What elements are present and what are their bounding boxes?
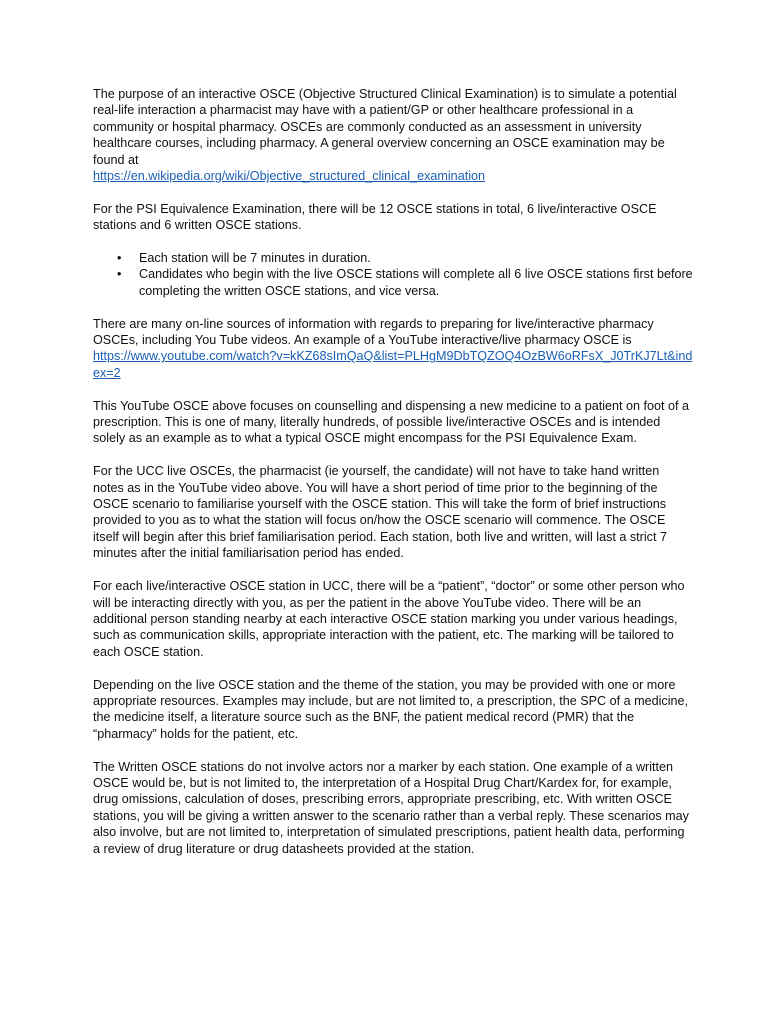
document-page <box>93 86 693 873</box>
ucc-paragraph: For the UCC live OSCEs, the pharmacist (ie yourself, the candidate) will not have to take hand written notes as in the YouTube video above. You will have a short period of time prior to the beginning of the OSCE scenario to familiarise yourself with the OSCE station. This will take the form of brief instructions provided to you as to what the station will focus on/how the OSCE scenario will commence. The OSCE itself will begin after this brief familiarisation period. Each station, both live and written, will last a strict 7 minutes after the initial familiarisation period has ended. <box>93 464 667 561</box>
youtube-link[interactable]: https://www.youtube.com/watch?v=kKZ68sImQaQ&list=PLHgM9DbTQZOQ4OzBW6oRFsX_J0TrKJ7Lt&index=2 <box>93 349 693 380</box>
bullet-text: Each station will be 7 minutes in duration. <box>139 251 371 266</box>
list-item <box>93 266 693 299</box>
bullet-icon: • <box>117 251 122 266</box>
intro-text: The purpose of an interactive OSCE (Objective Structured Clinical Examination) is to simulate a potential real-life interaction a pharmacist may have with a patient/GP or other healthcare professional in a community or hospital pharmacy. OSCEs are commonly conducted as an assessment in university healthcare courses, including pharmacy. A general overview concerning an OSCE examination may be found at <box>93 87 677 167</box>
resources-paragraph: Depending on the live OSCE station and the theme of the station, you may be provided with one or more appropriate resources. Examples may include, but are not limited to, a prescription, the SPC of a medicine, the medicine itself, a literature source such as the BNF, the patient medical record (PMR) that the “pharmacy” holds for the patient, etc. <box>93 677 688 741</box>
station-paragraph: For each live/interactive OSCE station in UCC, there will be a “patient”, “doctor” or some other person who will be interacting directly with you, as per the patient in the above YouTube video. There will be an additional person standing nearby at each interactive OSCE station marking you under various headings, such as communication skills, appropriate interaction with the patient, etc. The marking will be tailored to each OSCE station. <box>93 579 685 659</box>
psi-paragraph: For the PSI Equivalence Examination, there will be 12 OSCE stations in total, 6 live/interactive OSCE stations and 6 written OSCE stations. <box>93 201 657 233</box>
youtube-paragraph: This YouTube OSCE above focuses on counselling and dispensing a new medicine to a patient on foot of a prescription. This is one of many, literally hundreds, of possible live/interactive OSCEs and is intended solely as an example as to what a typical OSCE might encompass for the PSI Equivalence Exam. <box>93 398 690 446</box>
list-item <box>93 250 693 266</box>
wikipedia-link[interactable]: https://en.wikipedia.org/wiki/Objective_structured_clinical_examination <box>93 169 485 184</box>
bullet-text: Candidates who begin with the live OSCE stations will complete all 6 live OSCE stations first before completing the written OSCE stations, and vice versa. <box>139 267 693 298</box>
bullet-list <box>93 250 693 299</box>
intro-paragraph <box>93 86 693 184</box>
written-paragraph: The Written OSCE stations do not involve actors nor a marker by each station. One example of a written OSCE would be, but is not limited to, the interpretation of a Hospital Drug Chart/Kardex for, for example, drug omissions, calculation of doses, prescribing errors, appropriate prescribing, etc. With written OSCE stations, you will be giving a written answer to the scenario rather than a verbal reply. These scenarios may also involve, but are not limited to, interpretation of simulated prescriptions, patient health data, performing a review of drug literature or drug datasheets provided at the station. <box>93 759 689 856</box>
sources-paragraph <box>93 316 693 382</box>
bullet-icon: • <box>117 267 122 282</box>
sources-text: There are many on-line sources of information with regards to preparing for live/interactive pharmacy OSCEs, including You Tube videos. An example of a YouTube interactive/live pharmacy OSCE is <box>93 316 654 348</box>
